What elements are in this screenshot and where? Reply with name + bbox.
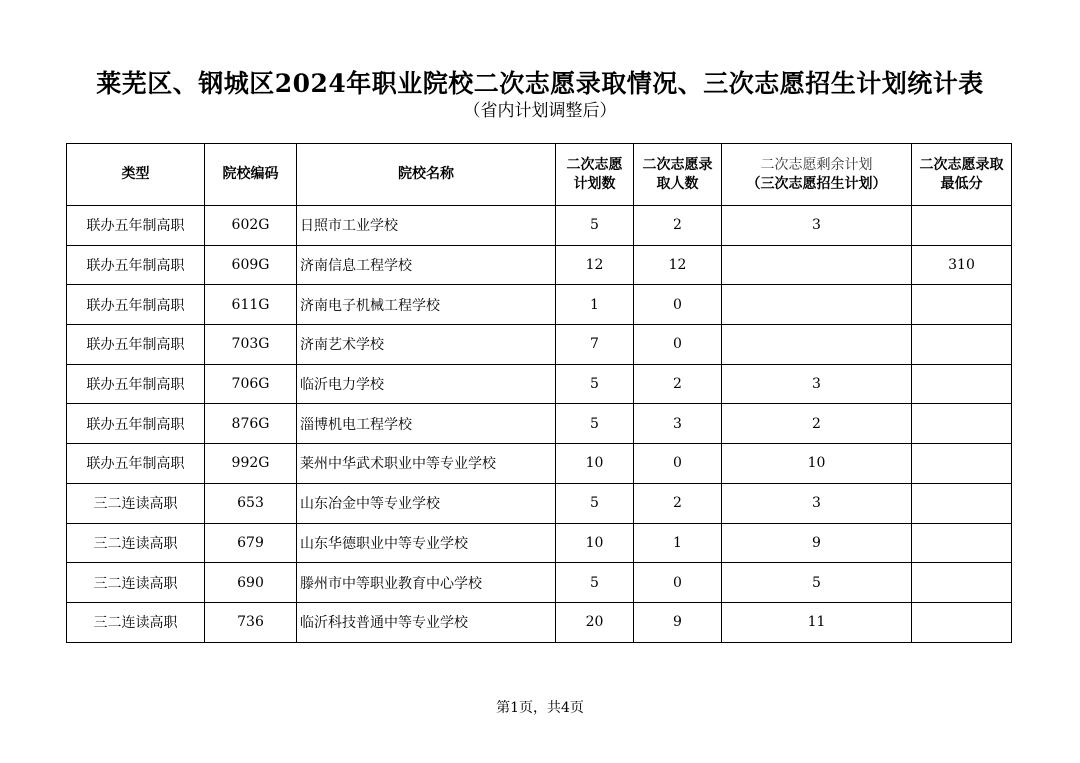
cell-code: 679: [205, 523, 297, 563]
cell-plan: 10: [556, 523, 634, 563]
cell-admitted: 0: [634, 444, 722, 484]
table-row: [67, 245, 1012, 285]
cell-admitted: 2: [634, 364, 722, 404]
cell-min-score: [912, 483, 1012, 523]
cell-plan: 10: [556, 444, 634, 484]
cell-name: 日照市工业学校: [297, 206, 556, 246]
cell-name: 山东华德职业中等专业学校: [297, 523, 556, 563]
header-min-score-line1: 二次志愿录取: [919, 156, 1004, 173]
cell-code: 736: [205, 602, 297, 642]
cell-remaining: 3: [722, 206, 912, 246]
cell-code: 703G: [205, 325, 297, 365]
cell-admitted: 2: [634, 206, 722, 246]
header-plan-line1: 二次志愿: [566, 156, 623, 173]
cell-admitted: 2: [634, 483, 722, 523]
cell-code: 876G: [205, 404, 297, 444]
cell-name: 济南电子机械工程学校: [297, 285, 556, 325]
page-title: 莱芜区、钢城区2024年职业院校二次志愿录取情况、三次志愿招生计划统计表: [96, 69, 984, 98]
cell-min-score: [912, 523, 1012, 563]
cell-min-score: [912, 563, 1012, 603]
cell-remaining: 10: [722, 444, 912, 484]
cell-admitted: 9: [634, 602, 722, 642]
cell-name: 淄博机电工程学校: [297, 404, 556, 444]
header-type: 类型: [67, 144, 205, 206]
cell-min-score: [912, 364, 1012, 404]
cell-remaining: 3: [722, 483, 912, 523]
table-body: [67, 206, 1012, 643]
cell-admitted: 1: [634, 523, 722, 563]
cell-type: 三二连读高职: [67, 523, 205, 563]
cell-name: 山东冶金中等专业学校: [297, 483, 556, 523]
cell-plan: 5: [556, 483, 634, 523]
cell-remaining: [722, 245, 912, 285]
header-min-score-line2: 最低分: [940, 175, 983, 192]
page-subtitle: （省内计划调整后）: [463, 101, 617, 121]
cell-admitted: 0: [634, 285, 722, 325]
cell-min-score: [912, 325, 1012, 365]
cell-type: 三二连读高职: [67, 563, 205, 603]
cell-name: 济南艺术学校: [297, 325, 556, 365]
header-row: [67, 144, 1012, 206]
header-admitted: [634, 144, 722, 206]
cell-type: 联办五年制高职: [67, 245, 205, 285]
cell-code: 609G: [205, 245, 297, 285]
cell-type: 联办五年制高职: [67, 206, 205, 246]
table-row: [67, 206, 1012, 246]
admission-table: [66, 143, 1012, 643]
cell-plan: 20: [556, 602, 634, 642]
cell-admitted: 0: [634, 563, 722, 603]
header-name: 院校名称: [297, 144, 556, 206]
cell-name: 临沂科技普通中等专业学校: [297, 602, 556, 642]
page-number-footer: 第1页，共4页: [496, 700, 584, 716]
cell-plan: 5: [556, 364, 634, 404]
cell-name: 济南信息工程学校: [297, 245, 556, 285]
cell-plan: 1: [556, 285, 634, 325]
cell-code: 706G: [205, 364, 297, 404]
cell-remaining: [722, 325, 912, 365]
header-min-score: [912, 144, 1012, 206]
cell-min-score: [912, 285, 1012, 325]
cell-min-score: [912, 602, 1012, 642]
cell-remaining: 5: [722, 563, 912, 603]
cell-min-score: [912, 206, 1012, 246]
cell-plan: 12: [556, 245, 634, 285]
cell-plan: 7: [556, 325, 634, 365]
table-header: [67, 144, 1012, 206]
cell-type: 联办五年制高职: [67, 444, 205, 484]
table-row: [67, 325, 1012, 365]
table-row: [67, 523, 1012, 563]
header-admitted-line2: 取人数: [656, 175, 699, 192]
cell-code: 602G: [205, 206, 297, 246]
cell-name: 滕州市中等职业教育中心学校: [297, 563, 556, 603]
cell-remaining: 3: [722, 364, 912, 404]
header-plan-line2: 计划数: [573, 175, 616, 192]
cell-type: 联办五年制高职: [67, 404, 205, 444]
header-plan: [556, 144, 634, 206]
cell-code: 992G: [205, 444, 297, 484]
header-admitted-line1: 二次志愿录: [642, 156, 713, 173]
cell-plan: 5: [556, 404, 634, 444]
table-row: [67, 404, 1012, 444]
cell-remaining: 9: [722, 523, 912, 563]
header-remaining: [722, 144, 912, 206]
table-row: [67, 602, 1012, 642]
cell-plan: 5: [556, 563, 634, 603]
cell-name: 莱州中华武术职业中等专业学校: [297, 444, 556, 484]
table-row: [67, 444, 1012, 484]
table-row: [67, 563, 1012, 603]
cell-admitted: 12: [634, 245, 722, 285]
cell-type: 联办五年制高职: [67, 364, 205, 404]
table-row: [67, 364, 1012, 404]
cell-code: 690: [205, 563, 297, 603]
cell-plan: 5: [556, 206, 634, 246]
cell-remaining: 2: [722, 404, 912, 444]
cell-code: 611G: [205, 285, 297, 325]
cell-name: 临沂电力学校: [297, 364, 556, 404]
cell-admitted: 3: [634, 404, 722, 444]
cell-code: 653: [205, 483, 297, 523]
cell-min-score: [912, 444, 1012, 484]
header-remaining-line1: 二次志愿剩余计划: [760, 156, 873, 173]
header-remaining-line2: （三次志愿招生计划）: [746, 175, 887, 192]
table-row: [67, 483, 1012, 523]
header-code: 院校编码: [205, 144, 297, 206]
cell-min-score: 310: [912, 245, 1012, 285]
table-row: [67, 285, 1012, 325]
cell-admitted: 0: [634, 325, 722, 365]
cell-remaining: 11: [722, 602, 912, 642]
cell-min-score: [912, 404, 1012, 444]
cell-type: 联办五年制高职: [67, 285, 205, 325]
cell-type: 三二连读高职: [67, 602, 205, 642]
cell-type: 三二连读高职: [67, 483, 205, 523]
cell-remaining: [722, 285, 912, 325]
cell-type: 联办五年制高职: [67, 325, 205, 365]
